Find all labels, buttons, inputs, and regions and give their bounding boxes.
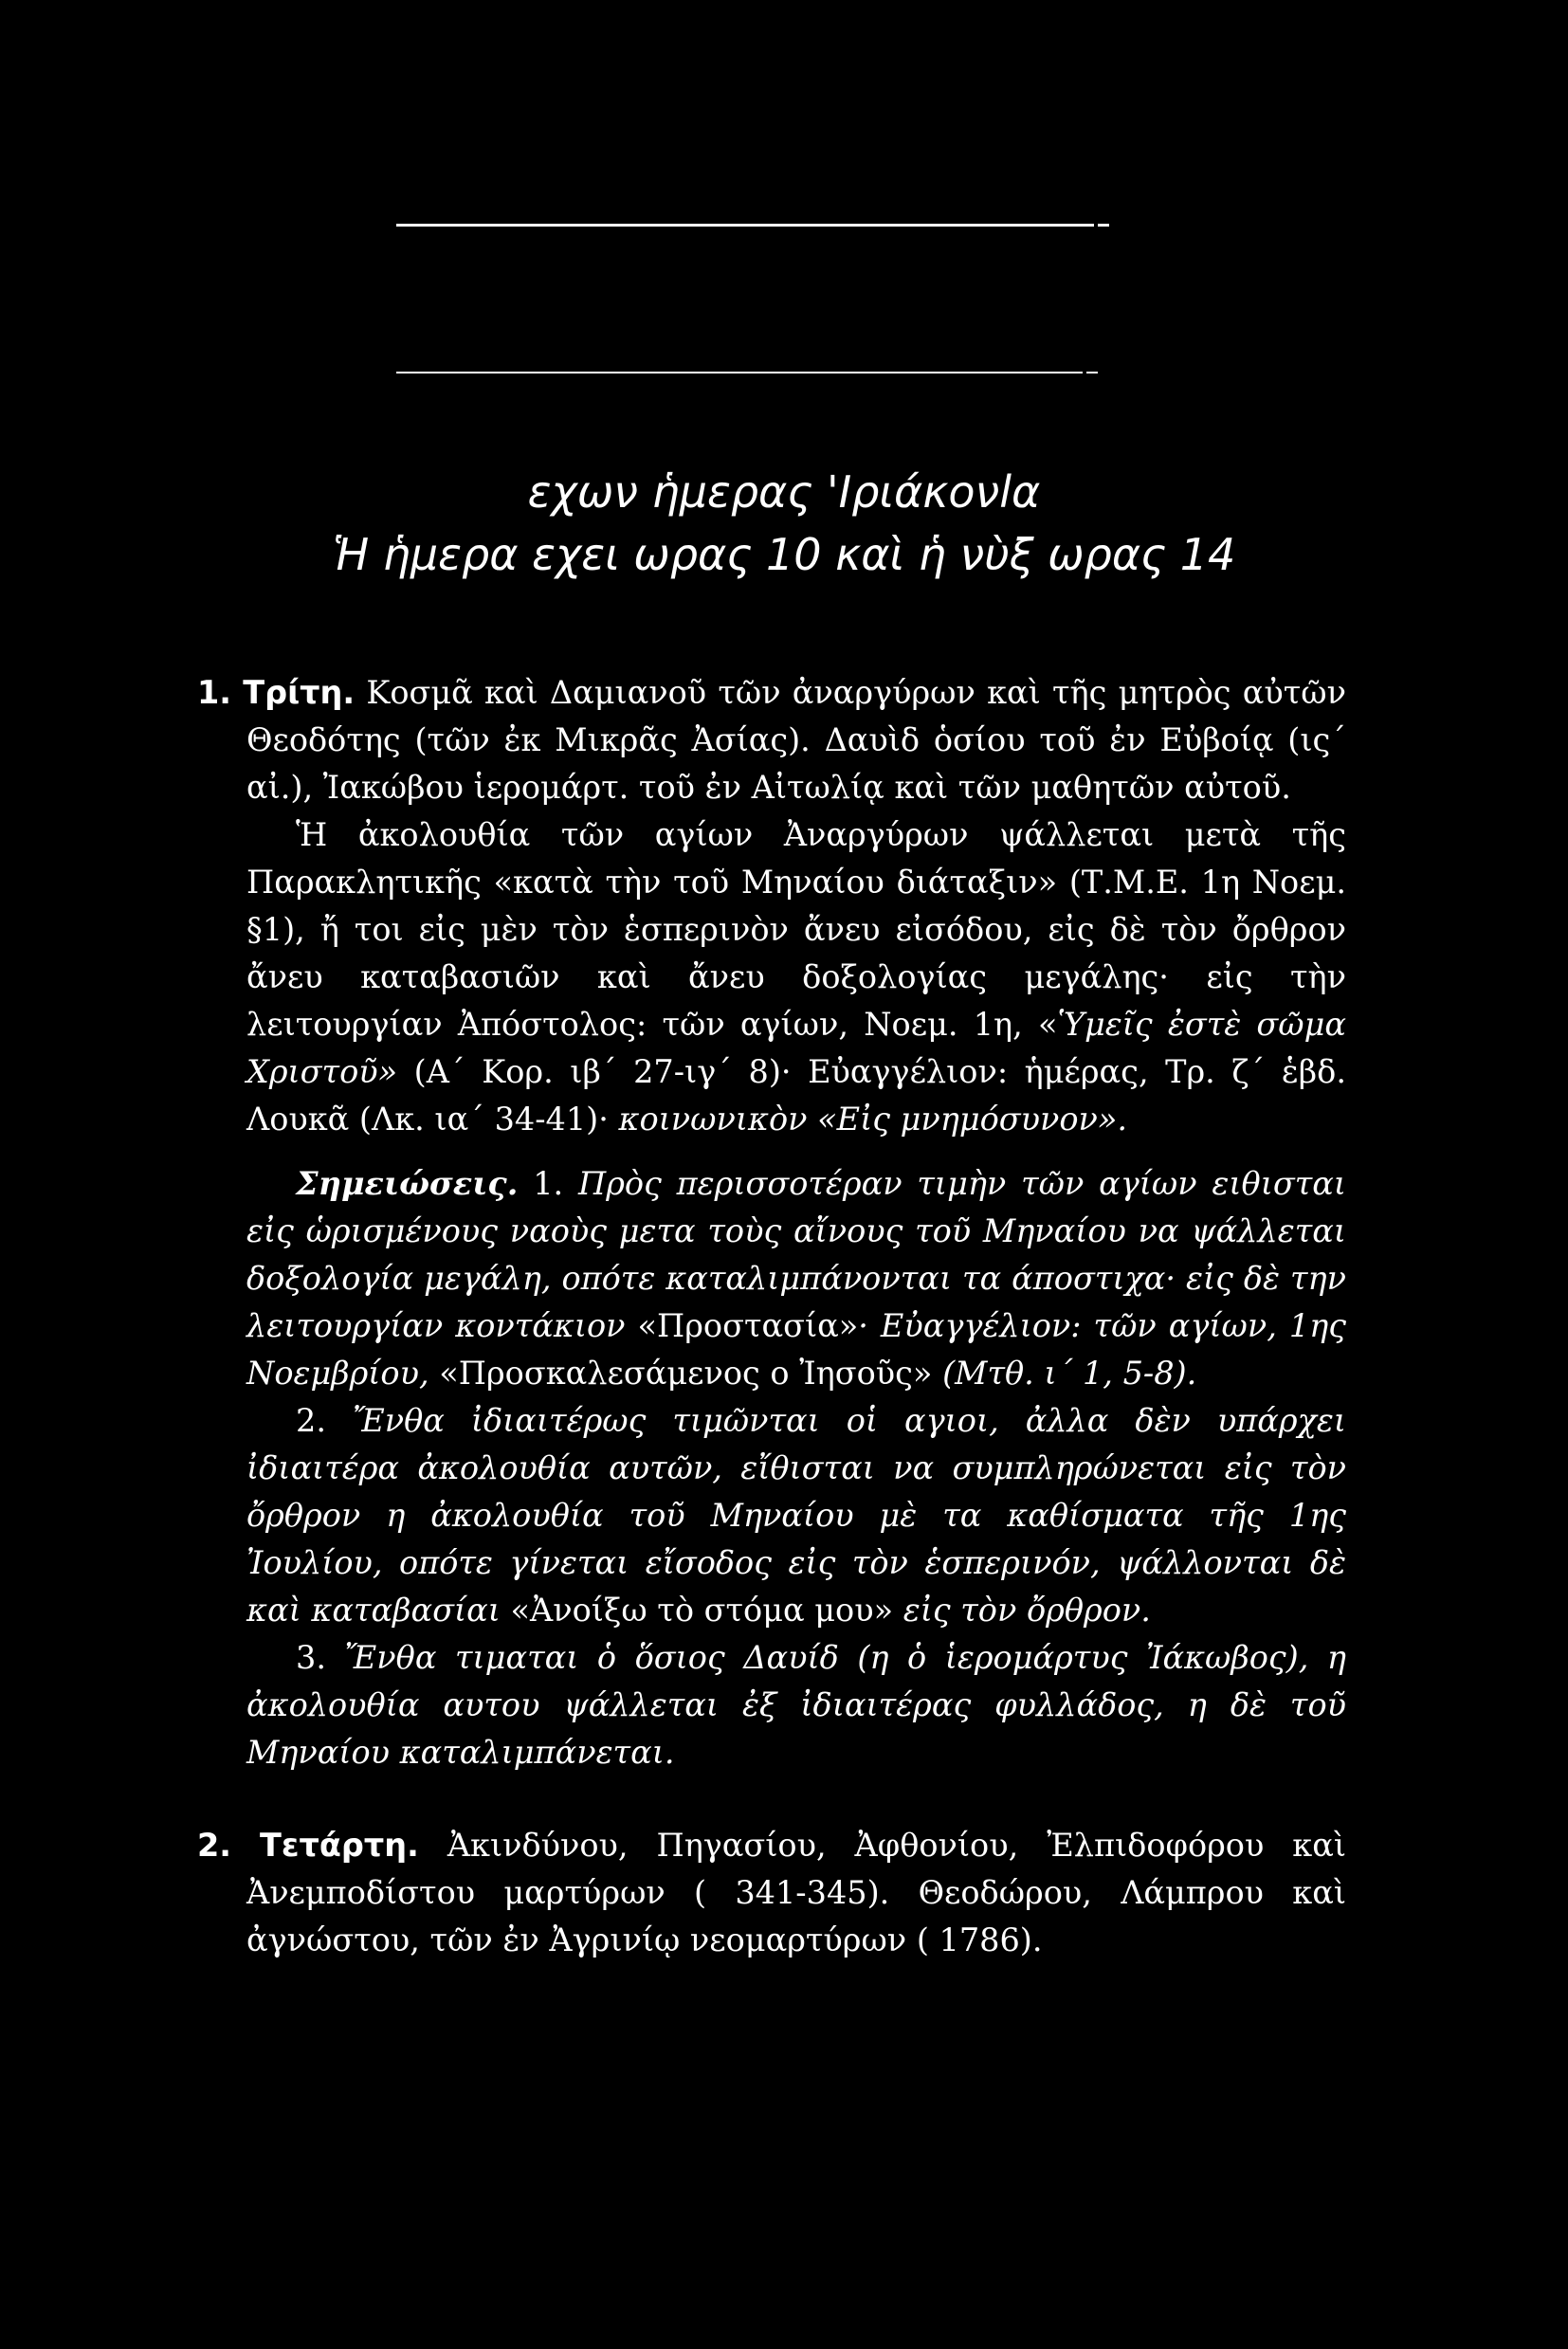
calendar-body xyxy=(197,669,1346,1964)
saints-text: Κοσμᾶ καὶ Δαμιανοῦ τῶν ἀναργύρων καὶ τῆς μητρὸς αὐτῶν Θεοδότης (τῶν ἐκ Μικρᾶς Ἀσίας). Δαυὶδ ὁσίου τοῦ ἐν Εὐβοίᾳ (ις΄ αἰ.), Ἰακώβου ἱερομάρτ. τοῦ ἐν Αἰτωλίᾳ καὶ τῶν μαθητῶν αὐτοῦ. xyxy=(246,674,1346,806)
notes-block xyxy=(246,1160,1346,1776)
note-2 xyxy=(246,1397,1346,1634)
note-text: Ἔνθα τιμαται ὁ ὅσιος Δαυίδ (η ὁ ἱερομάρτυς Ἰάκωβος), η ἀκολουθία αυτου ψάλλεται ἐξ ἰδιαιτέρας φυλλάδος, η δὲ τοῦ Μηναίου καταλιμπάνεται. xyxy=(246,1639,1347,1771)
service-text: Ἡ ἀκολουθία τῶν αγίων Ἀναργύρων ψάλλεται μετὰ τῆς Παρακλητικῆς «κατὰ τὴν τοῦ Μηναίου διάταξιν» (Τ.Μ.Ε. 1η Νοεμ. §1), ἤ τοι εἰς μὲν τὸν ἑσπερινὸν ἄνευ εἰσόδου, εἰς δὲ τὸν ὄρθρον ἄνευ καταβασιῶν καὶ ἄνευ δοξολογίας μεγάλης· εἰς τὴν λειτουργίαν Ἀπόστολος: τῶν αγίων, Νοεμ. 1η, « xyxy=(246,816,1346,1043)
entry-day-1 xyxy=(197,669,1346,1776)
weekday: Τρίτη. xyxy=(243,674,356,711)
entry-day-2 xyxy=(197,1822,1346,1964)
note-number: 3. xyxy=(296,1639,326,1676)
service-text-2: (Α΄ Κορ. ιβ΄ 27-ιγ΄ 8)· Εὐαγγέλιον: ἡμέρας, Τρ. ζ΄ ἑβδ. Λουκᾶ (Λκ. ια΄ 34-41)· xyxy=(246,1053,1346,1138)
note-3 xyxy=(246,1634,1346,1776)
note-text: Πρὸς περισσοτέραν τιμὴν τῶν αγίων ειθισται εἰς ὡρισμένους ναοὺς μετα τοὺς αἴνους τοῦ Μηναίου να ψάλλεται δοξολογία μεγάλη, οπότε καταλιμπάνονται τα άποστιχα· εἰς δὲ την λειτουργίαν κοντάκιον xyxy=(246,1165,1346,1344)
note-text-2: · Εὐαγγέλιον: τῶν αγίων, 1ης Νοεμβρίου, xyxy=(246,1307,1346,1392)
note-number: 1. xyxy=(533,1165,564,1202)
entry-number: 2. xyxy=(197,1827,232,1864)
apostle-reading-incipit: Ὑμεῖς ἐστὲ σῶμα Χριστοῦ» xyxy=(246,1006,1347,1090)
entry-number: 1. xyxy=(197,674,232,711)
communion-hymn: κοινωνικὸν «Εἰς μνημόσυνον». xyxy=(618,1101,1128,1138)
saints-text: Ἀκινδύνου, Πηγασίου, Ἀφθονίου, Ἐλπιδοφόρου καὶ Ἀνεμποδίστου μαρτύρων ( 341-345). Θεοδώρου, Λάμπρου καὶ ἀγνώστου, τῶν ἐν Ἀγρινίῳ νεομαρτύρων ( 1786). xyxy=(246,1827,1346,1958)
note-number: 2. xyxy=(296,1402,326,1439)
gospel-incipit: «Προσκαλεσάμενος ο Ἰησοῦς» xyxy=(439,1355,933,1392)
note-1 xyxy=(246,1160,1346,1397)
entry-1-saints xyxy=(197,669,1346,811)
entry-2-saints xyxy=(197,1822,1346,1964)
note-text-3: (Μτθ. ι΄ 1, 5-8). xyxy=(932,1355,1197,1392)
weekday: Τετάρτη. xyxy=(260,1827,419,1864)
notes-label: Σημειώσεις. xyxy=(296,1165,519,1202)
note-text-2: εἰς τὸν ὄρθρον. xyxy=(893,1592,1151,1629)
katavasia-title: «Ἀνοίξω τὸ στόμα μου» xyxy=(510,1592,894,1629)
kontakion-title: «Προστασία» xyxy=(637,1307,859,1344)
second-rule xyxy=(396,372,1083,373)
month-header-line1: εχων ἡμερας 'Ιριάκονlα xyxy=(527,466,1041,518)
top-rule xyxy=(396,224,1094,227)
month-header-line2: Ἡ ἡμερα εχει ωρας 10 καὶ ἡ νὺξ ωρας 14 xyxy=(332,529,1236,580)
note-text: Ἔνθα ἰδιαιτέρως τιμῶνται οἱ αγιοι, ἀλλα δὲν υπάρχει ἰδιαιτέρα ἀκολουθία αυτῶν, εἴθισται να συμπληρώνεται εἰς τὸν ὄρθρον η ἀκολουθία τοῦ Μηναίου μὲ τα καθίσματα τῆς 1ης Ἰουλίου, οπότε γίνεται εἴσοδος εἰς τὸν ἑσπερινόν, ψάλλονται δὲ καὶ καταβασίαι xyxy=(246,1402,1346,1629)
entry-1-service xyxy=(246,811,1346,1143)
